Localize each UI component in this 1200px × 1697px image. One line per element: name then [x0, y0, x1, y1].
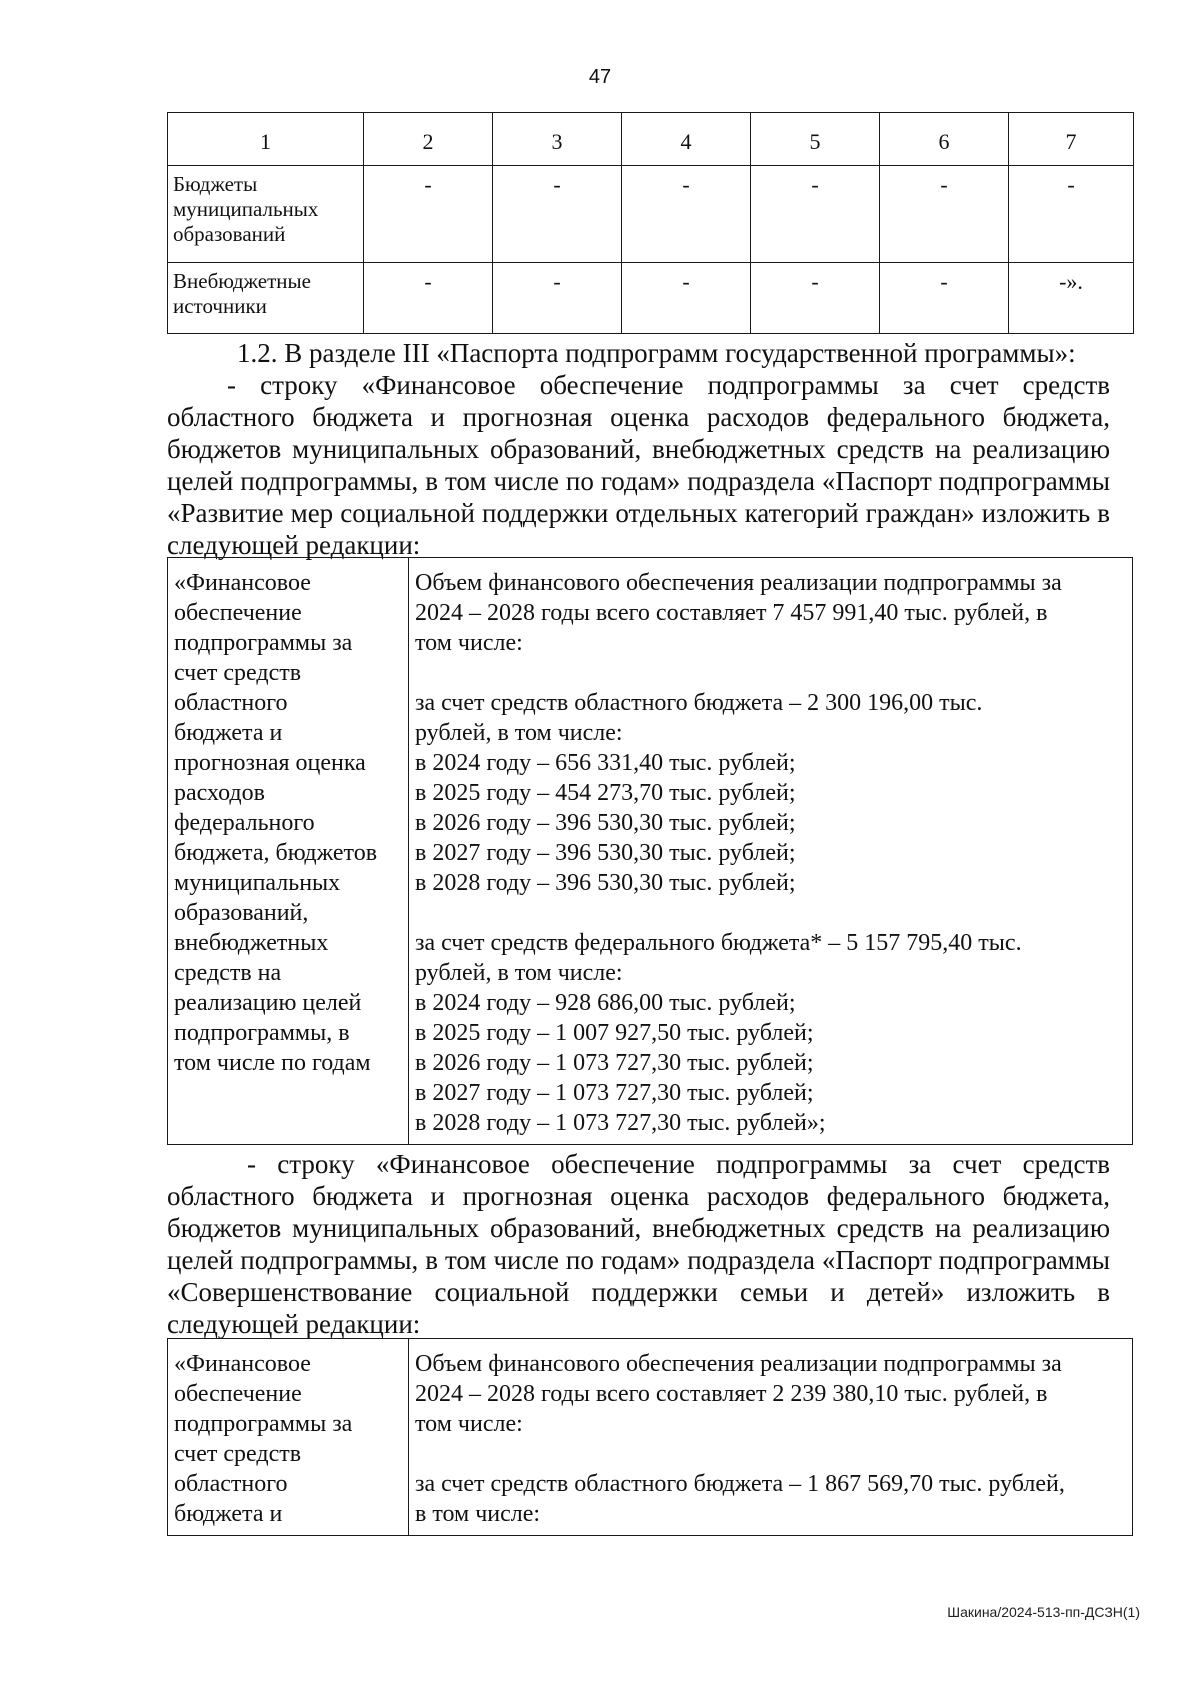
table-cell: -: [880, 263, 1009, 334]
label-line: бюджета и: [174, 720, 283, 746]
passport-table-social-support: [167, 557, 1133, 1145]
value-line: за счет средств областного бюджета – 2 300 196,00 тыс.: [415, 690, 983, 716]
page-number: 47: [588, 66, 612, 88]
table-cell: -: [493, 166, 622, 263]
label-line: средств на: [174, 960, 282, 986]
label-line: «Финансовое: [174, 570, 311, 596]
passport-label-cell: [168, 1339, 409, 1536]
row-label-line: образований: [173, 222, 286, 246]
table-header-row: [168, 113, 1134, 166]
value-line: в 2026 году – 1 073 727,30 тыс. рублей;: [415, 1050, 814, 1076]
value-line: 2024 – 2028 годы всего составляет 2 239 380,10 тыс. рублей, в: [415, 1381, 1048, 1407]
column-header: 4: [622, 113, 751, 166]
column-header: 1: [168, 113, 364, 166]
column-header: 3: [493, 113, 622, 166]
value-line: в 2027 году – 396 530,30 тыс. рублей;: [415, 840, 796, 866]
row-label: [168, 166, 364, 263]
table-cell: -: [751, 166, 880, 263]
passport-value-cell: [409, 558, 1133, 1145]
blank-line: [415, 658, 1126, 688]
value-line: в том числе:: [415, 1501, 541, 1527]
table-cell: -: [622, 166, 751, 263]
value-line: Объем финансового обеспечения реализации подпрограммы за: [415, 1351, 1062, 1377]
section-heading: 1.2. В разделе III «Паспорта подпрограмм государственной программы»:: [237, 338, 1076, 368]
table-row: [168, 263, 1134, 334]
table-cell: -: [364, 166, 493, 263]
value-line: в 2028 году – 396 530,30 тыс. рублей;: [415, 870, 796, 896]
paragraph-family-support: [167, 1148, 1110, 1340]
label-line: федерального: [174, 810, 315, 836]
table-row: [168, 1339, 1133, 1536]
row-label-line: Бюджеты: [173, 172, 258, 196]
label-line: реализацию целей: [174, 990, 362, 1016]
table-cell: -: [1009, 166, 1134, 263]
value-line: в 2024 году – 656 331,40 тыс. рублей;: [415, 750, 796, 776]
value-line: рублей, в том числе:: [415, 960, 623, 986]
table-cell: -: [364, 263, 493, 334]
label-line: счет средств: [174, 1441, 302, 1467]
value-line: в 2025 году – 454 273,70 тыс. рублей;: [415, 780, 796, 806]
label-line: подпрограммы за: [174, 630, 353, 656]
paragraph-text: - строку «Финансовое обеспечение подпрограммы за счет средств областного бюджета и прогнозная оценка расходов федерального бюджета, бюджетов муниципальных образований, внебюджетных средств на реализацию целей подпрограммы, в том числе по годам» подраздела «Паспорт подпрограммы «Совершенствование социальной поддержки семьи и детей» изложить в следующей редакции:: [167, 1149, 1110, 1339]
value-line: за счет средств областного бюджета – 1 867 569,70 тыс. рублей,: [415, 1471, 1065, 1497]
label-line: бюджета и: [174, 1501, 283, 1527]
table-cell: -: [622, 263, 751, 334]
label-line: обеспечение: [174, 600, 302, 626]
label-line: обеспечение: [174, 1381, 302, 1407]
value-line: в 2026 году – 396 530,30 тыс. рублей;: [415, 810, 796, 836]
blank-line: [415, 898, 1126, 928]
row-label: [168, 263, 364, 334]
label-line: областного: [174, 1471, 288, 1497]
row-label-line: Внебюджетные: [173, 269, 311, 293]
value-line: Объем финансового обеспечения реализации подпрограммы за: [415, 570, 1062, 596]
paragraph-text: - строку «Финансовое обеспечение подпрограммы за счет средств областного бюджета и прогнозная оценка расходов федерального бюджета, бюджетов муниципальных образований, внебюджетных средств на реализацию целей подпрограммы, в том числе по годам» подраздела «Паспорт подпрограммы «Развитие мер социальной поддержки отдельных категорий граждан» изложить в следующей редакции:: [167, 370, 1110, 560]
table-cell: -: [751, 263, 880, 334]
label-line: расходов: [174, 780, 265, 806]
value-line: в 2027 году – 1 073 727,30 тыс. рублей;: [415, 1080, 814, 1106]
label-line: счет средств: [174, 660, 302, 686]
value-line: в 2028 году – 1 073 727,30 тыс. рублей»;: [415, 1110, 826, 1136]
label-line: областного: [174, 690, 288, 716]
column-header: 6: [880, 113, 1009, 166]
table-row: [168, 558, 1133, 1145]
label-line: муниципальных: [174, 870, 341, 896]
document-footer-code: Шакина/2024-513-пп-ДСЗН(1): [947, 1604, 1140, 1620]
value-line: том числе:: [415, 630, 523, 656]
passport-value-cell: [409, 1339, 1133, 1536]
table-cell: -: [493, 263, 622, 334]
column-header: 7: [1009, 113, 1134, 166]
label-line: прогнозная оценка: [174, 750, 366, 776]
passport-label-cell: [168, 558, 409, 1145]
label-line: внебюджетных: [174, 930, 329, 956]
label-line: подпрограммы, в: [174, 1020, 350, 1046]
row-label-line: источники: [173, 294, 267, 318]
blank-line: [415, 1439, 1126, 1469]
label-line: подпрограммы за: [174, 1411, 353, 1437]
table-cell: -».: [1009, 263, 1134, 334]
column-header: 5: [751, 113, 880, 166]
label-line: том числе по годам: [174, 1050, 371, 1076]
label-line: «Финансовое: [174, 1351, 311, 1377]
budget-sources-table: [167, 112, 1134, 334]
value-line: в 2024 году – 928 686,00 тыс. рублей;: [415, 990, 796, 1016]
paragraph-1-2: [167, 337, 1110, 561]
value-line: том числе:: [415, 1411, 523, 1437]
label-line: образований,: [174, 900, 309, 926]
column-header: 2: [364, 113, 493, 166]
row-label-line: муниципальных: [173, 197, 319, 221]
label-line: бюджета, бюджетов: [174, 840, 378, 866]
table-row: [168, 166, 1134, 263]
value-line: за счет средств федерального бюджета* – 5 157 795,40 тыс.: [415, 930, 1022, 956]
value-line: 2024 – 2028 годы всего составляет 7 457 991,40 тыс. рублей, в: [415, 600, 1048, 626]
passport-table-family-support: [167, 1338, 1133, 1536]
table-cell: -: [880, 166, 1009, 263]
value-line: в 2025 году – 1 007 927,50 тыс. рублей;: [415, 1020, 814, 1046]
value-line: рублей, в том числе:: [415, 720, 623, 746]
